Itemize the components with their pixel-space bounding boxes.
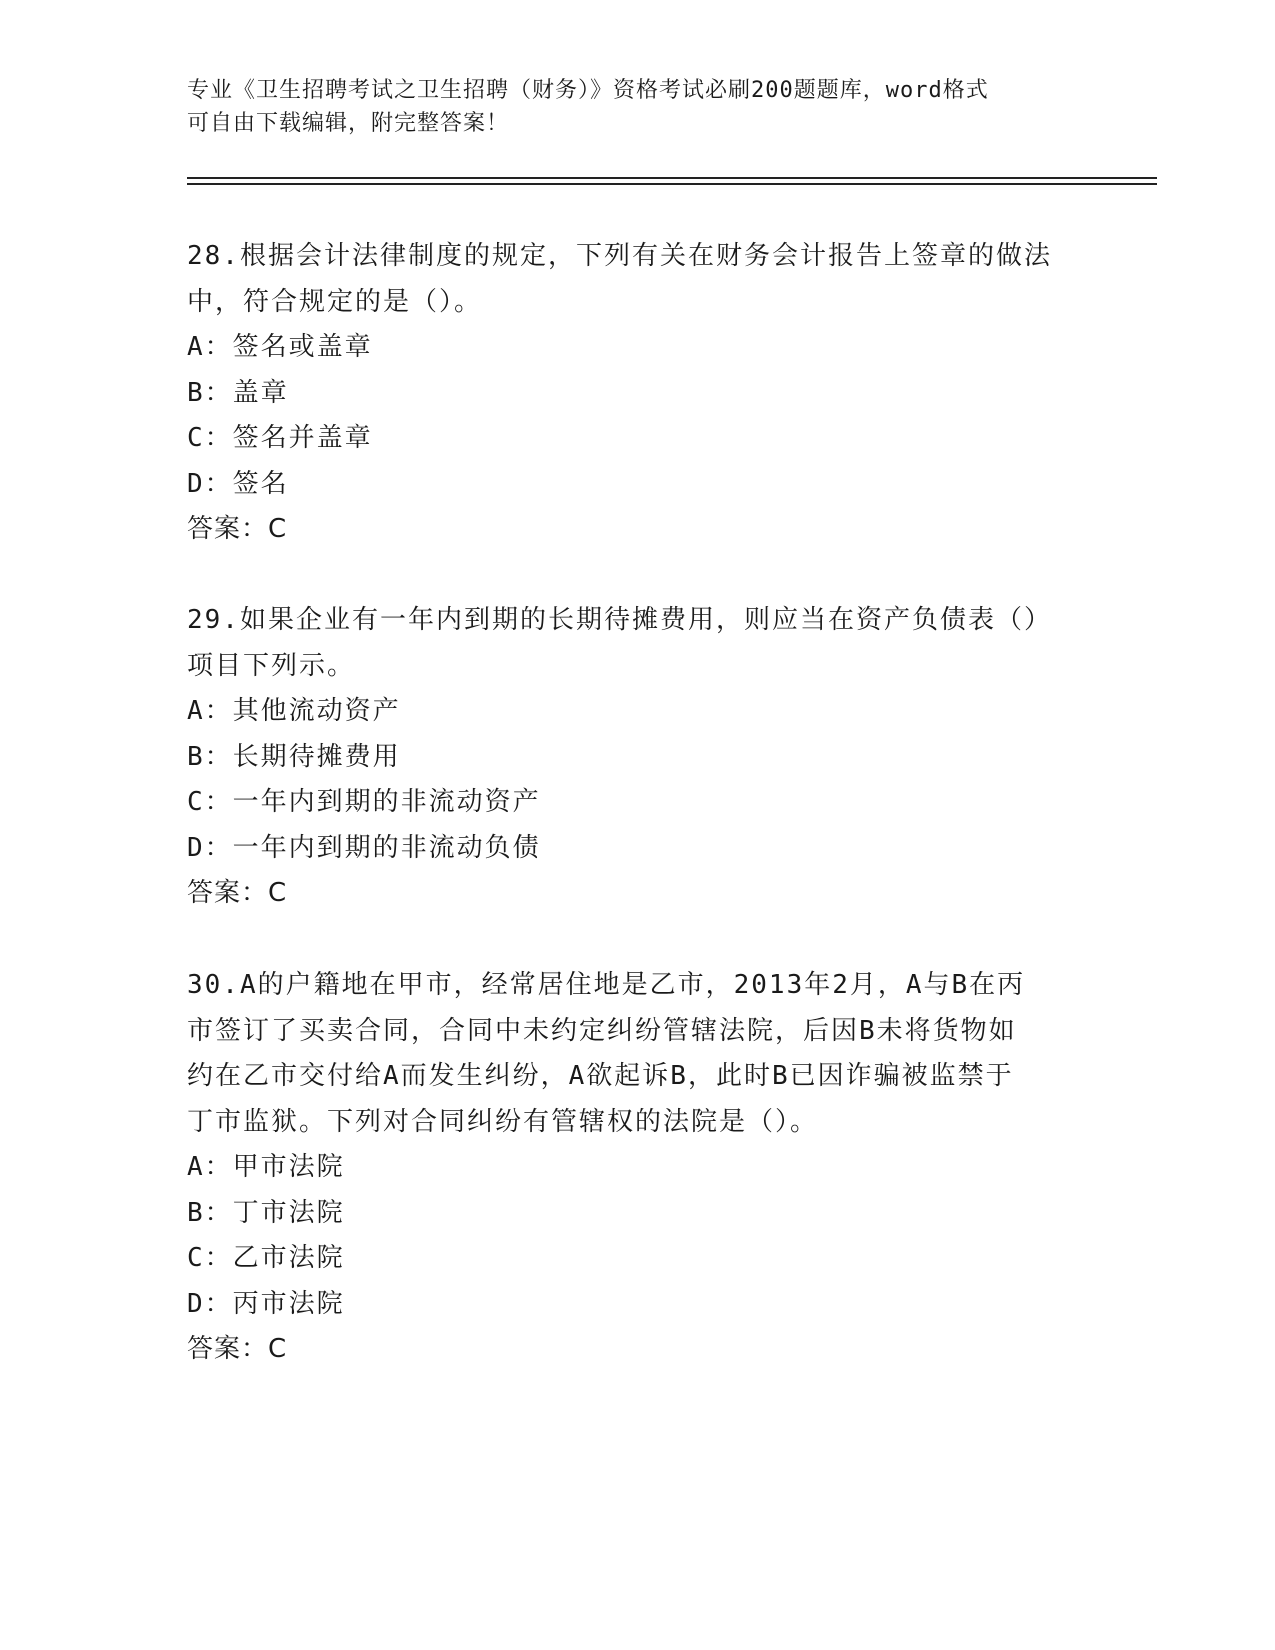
document-header — [187, 74, 1067, 140]
option-d: D：丙市法院 — [187, 1288, 345, 1319]
header-divider-top — [187, 177, 1157, 179]
option-a: A：甲市法院 — [187, 1152, 345, 1182]
option-a: A：其他流动资产 — [187, 696, 401, 726]
question-stem-line: 丁市监狱。下列对合同纠纷有管辖权的法院是（）。 — [187, 1106, 819, 1137]
option-d: D：一年内到期的非流动负债 — [187, 832, 541, 863]
option-c: C：签名并盖章 — [187, 423, 373, 453]
header-line-2: 可自由下载编辑，附完整答案！ — [187, 111, 510, 136]
question-stem-line: 28.根据会计法律制度的规定，下列有关在财务会计报告上签章的做法 — [187, 241, 1052, 271]
header-line-1: 专业《卫生招聘考试之卫生招聘（财务）》资格考试必刷200题题库，word格式 — [187, 78, 989, 103]
question-stem-line: 约在乙市交付给A而发生纠纷，A欲起诉B，此时B已因诈骗被监禁于 — [187, 1061, 1014, 1091]
option-c: C：乙市法院 — [187, 1243, 345, 1273]
answer-label: 答案：C — [187, 1334, 288, 1364]
answer-label: 答案：C — [187, 514, 288, 544]
option-b: B：丁市法院 — [187, 1197, 345, 1228]
question-stem-line: 29.如果企业有一年内到期的长期待摊费用，则应当在资产负债表（） — [187, 605, 1052, 635]
question-29 — [187, 598, 1077, 917]
option-a: A：签名或盖章 — [187, 332, 373, 362]
header-divider-bottom — [187, 183, 1157, 185]
question-stem-line: 项目下列示。 — [187, 650, 356, 681]
question-stem-line: 30.A的户籍地在甲市，经常居住地是乙市，2013年2月，A与B在丙 — [187, 970, 1026, 1000]
option-b: B：长期待摊费用 — [187, 741, 401, 772]
question-30 — [187, 963, 1077, 1373]
question-28 — [187, 234, 1077, 553]
question-stem-line: 中，符合规定的是（）。 — [187, 286, 483, 317]
question-stem-line: 市签订了买卖合同，合同中未约定纠纷管辖法院，后因B未将货物如 — [187, 1015, 1017, 1046]
answer-label: 答案：C — [187, 878, 288, 908]
option-c: C：一年内到期的非流动资产 — [187, 787, 541, 817]
option-d: D：签名 — [187, 468, 289, 499]
option-b: B：盖章 — [187, 377, 289, 408]
